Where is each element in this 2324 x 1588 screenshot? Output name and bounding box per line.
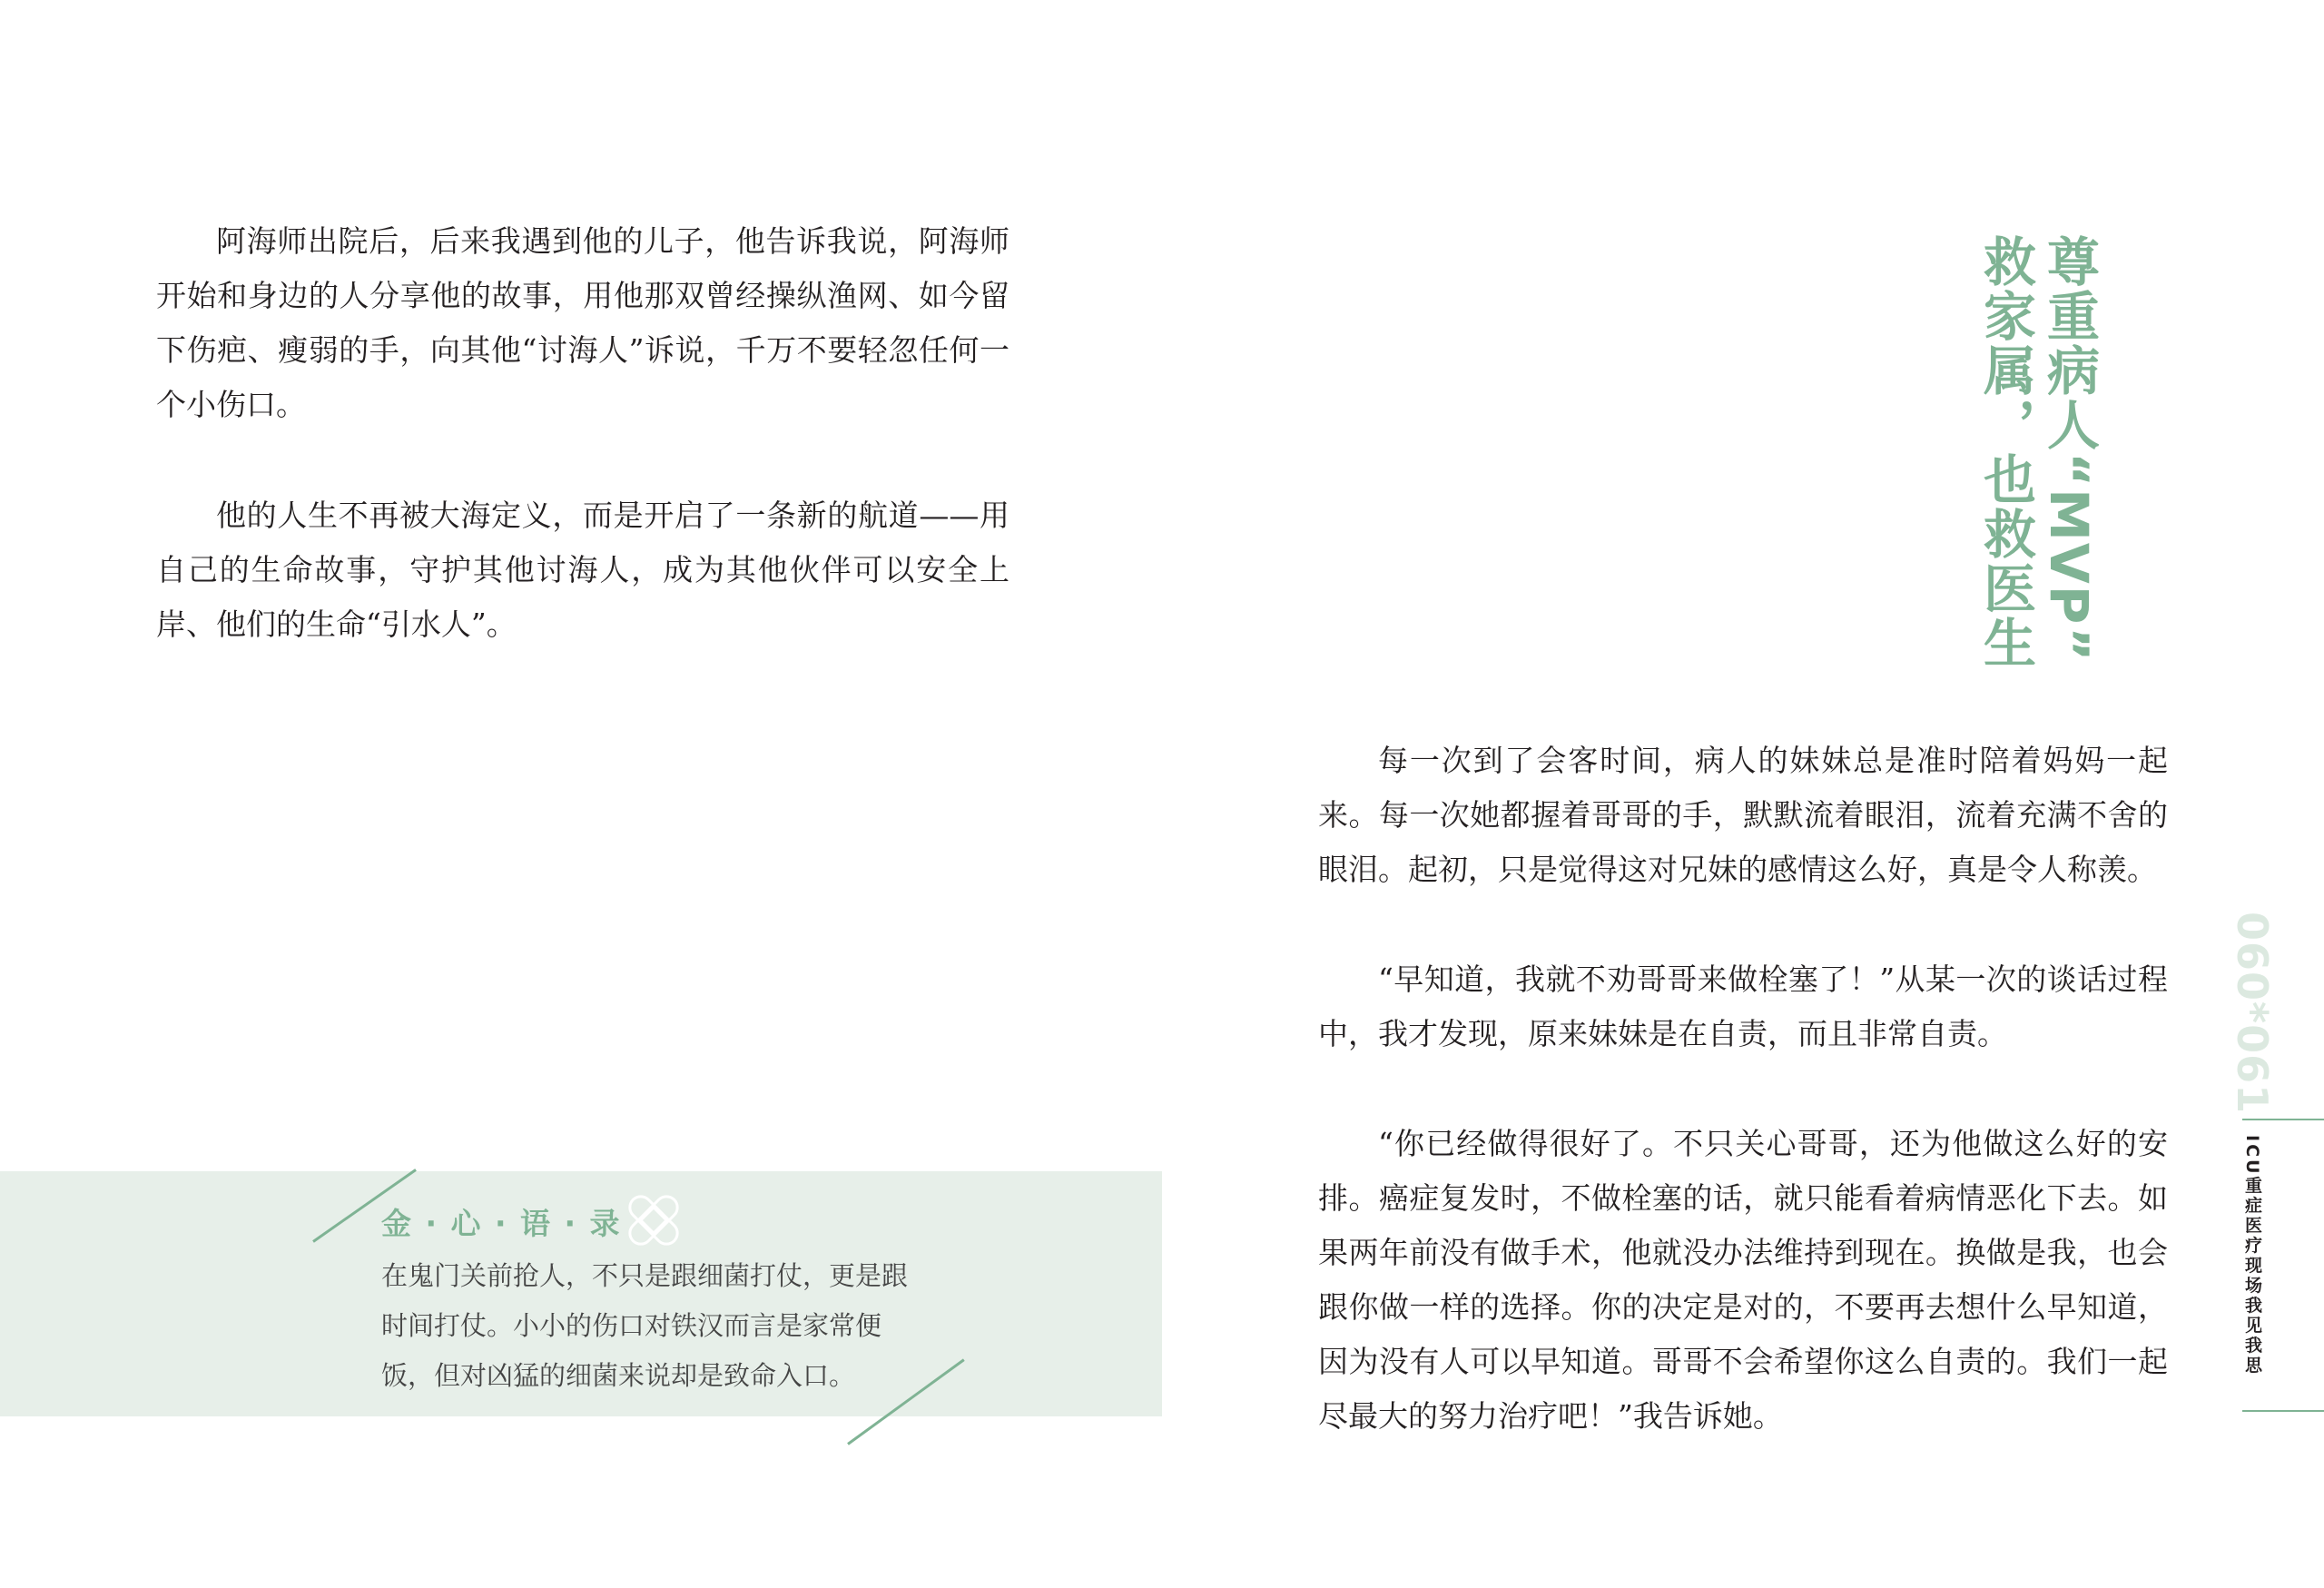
bandage-icon: [617, 1184, 690, 1257]
left-paragraph-1: 阿海师出院后，后来我遇到他的儿子，他告诉我说，阿海师开始和身边的人分享他的故事，用他那双曾经操纵渔网、如今留下伤疤、瘦弱的手，向其他“讨海人”诉说，千万不要轻忽任何一个小伤口。: [156, 223, 1009, 422]
side-rule-bottom: [2242, 1410, 2324, 1412]
right-paragraph-2: “早知道，我就不劝哥哥来做栓塞了！”从某一次的谈话过程中，我才发现，原来妹妹是在自责，而且非常自责。: [1318, 962, 2168, 1051]
chapter-title-line-2: 救家属，也救医生: [1974, 234, 2036, 670]
left-paragraph-2: 他的人生不再被大海定义，而是开启了一条新的航道——用自己的生命故事，守护其他讨海人，成为其他伙伴可以安全上岸、他们的生命“引水人”。: [156, 498, 1009, 642]
quote-box-title: 金 · 心 · 语 · 录: [381, 1206, 622, 1241]
running-chapter-label: ICU重症医疗现场我见我思: [2242, 1135, 2262, 1376]
page-numbers: 060*061: [2228, 912, 2277, 1115]
quote-box-body: 在鬼门关前抢人，不只是跟细菌打仗，更是跟时间打仗。小小的伤口对铁汉而言是家常便饭，但对凶猛的细菌来说却是致命入口。: [381, 1260, 909, 1391]
right-paragraph-1: 每一次到了会客时间，病人的妹妹总是准时陪着妈妈一起来。每一次她都握着哥哥的手，默默流着眼泪，流着充满不舍的眼泪。起初，只是觉得这对兄妹的感情这么好，真是令人称羡。: [1318, 743, 2168, 887]
right-paragraph-3: “你已经做得很好了。不只关心哥哥，还为他做这么好的安排。癌症复发时，不做栓塞的话，就只能看着病情恶化下去。如果两年前没有做手术，他就没办法维持到现在。换做是我，也会跟你做一样的选择。你的决定是对的，不要再去想什么早知道，因为没有人可以早知道。哥哥不会希望你这么自责的。我们一起尽最大的努力治疗吧！”我告诉她。: [1318, 1126, 2168, 1434]
side-rule-top: [2242, 1119, 2324, 1120]
chapter-title-line-1: 尊重病人“MVP”: [2038, 234, 2100, 664]
